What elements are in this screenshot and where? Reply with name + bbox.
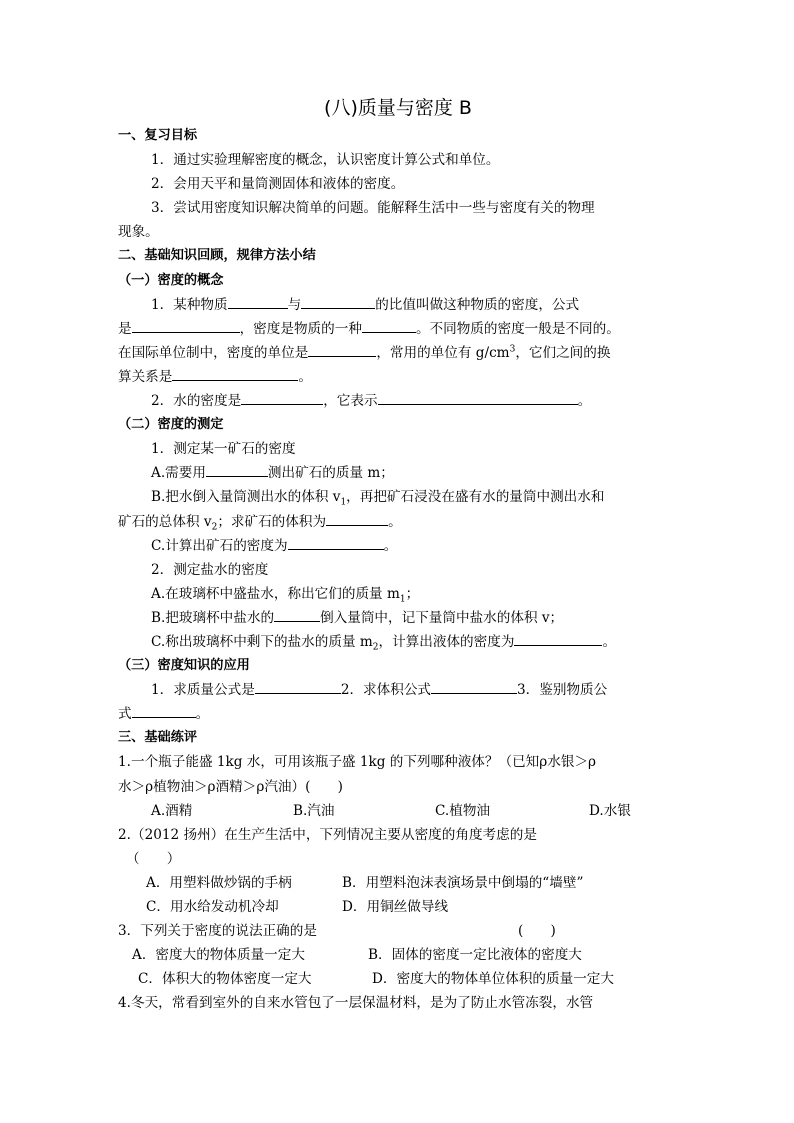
option-b[interactable]: B.汽油 [293,802,335,819]
blank-field[interactable] [308,341,376,357]
page-title: (八)质量与密度 B [324,97,472,119]
question-1-options [118,799,678,823]
answer-paren: ( ) [518,923,556,940]
subsection-2-heading: （二）密度的测定 [118,417,224,433]
measure-ore-step-b: B.把水倒入量筒测出水的体积 $v_1$，再把矿石浸没在盛有水的量筒中测出水和 [151,489,605,509]
subsection-3-heading: （三）密度知识的应用 [118,658,250,674]
blank-field[interactable] [378,389,578,405]
option-d[interactable]: D.水银 [589,802,631,819]
blank-field[interactable] [288,534,384,550]
blank-field[interactable] [241,389,323,405]
section-2-heading: 二、基础知识回顾，规律方法小结 [118,248,316,264]
measure-brine-title: 2．测定盐水的密度 [151,561,269,578]
blank-field[interactable] [255,678,341,694]
option-a[interactable]: A．用塑料做炒锅的手柄 [146,874,292,891]
question-4-line-1: 4.冬天，常看到室外的自来水管包了一层保温材料，是为了防止水管冻裂，水管 [118,995,594,1012]
blank-field[interactable] [431,678,517,694]
goal-2: 2．会用天平和量筒测固体和液体的密度。 [151,176,405,193]
question-3-options-row-2 [118,967,678,991]
option-b[interactable]: B．用塑料泡沫表演场景中倒塌的“墙壁” [342,874,584,891]
option-d[interactable]: D．用铜丝做导线 [342,899,449,915]
blank-field[interactable] [274,606,320,622]
measure-brine-step-b: B.把玻璃杯中盐水的 倒入量筒中，记下量筒中盐水的体积 v； [118,606,678,630]
application-formulas-cont: 式 。 [118,702,678,726]
water-density-line: 2．水的密度是 ，它表示 。 [118,389,678,413]
blank-field[interactable] [172,365,298,381]
blank-field[interactable] [228,293,288,309]
blank-field[interactable] [132,702,196,718]
blank-field[interactable] [514,630,602,646]
section-3-heading: 三、基础练评 [118,730,198,746]
question-2-options-row-2 [118,895,678,919]
subsection-1-heading: （一）密度的概念 [118,272,224,288]
measure-ore-step-b-cont: 矿石的总体积 $v_2$；求矿石的体积为 。 [118,510,678,534]
blank-field[interactable] [206,461,268,477]
measure-ore-title: 1．测定某一矿石的密度 [151,441,296,458]
option-d[interactable]: D．密度大的物体单位体积的质量一定大 [372,971,614,988]
blank-field[interactable] [362,317,416,333]
option-a[interactable]: A.酒精 [151,802,193,819]
density-unit-line: 在国际单位制中，密度的单位是 ，常用的单位有 $g/cm^3$，它们之间的换 [118,341,678,365]
goal-3: 3．尝试用密度知识解决简单的问题。能解释生活中一些与密度有关的物理 [151,200,595,217]
option-a[interactable]: A．密度大的物体质量一定大 [132,947,305,964]
goal-1: 1．通过实验理解密度的概念，认识密度计算公式和单位。 [151,152,500,169]
blank-field[interactable] [326,510,388,526]
blank-field[interactable] [132,317,240,333]
option-c[interactable]: C．体积大的物体密度一定大 [138,971,312,988]
question-3-options-row-1 [118,943,678,967]
option-c[interactable]: C.植物油 [435,802,491,819]
question-3-line-1: 3．下列关于密度的说法正确的是 ( ) [118,919,678,943]
option-b[interactable]: B．固体的密度一定比液体的密度大 [368,947,582,964]
measure-ore-step-c: C.计算出矿石的密度为 。 [118,534,678,558]
question-2-options-row-1 [118,871,678,895]
density-formula-line: 是 ，密度是物质的一种 。不同物质的密度一般是不同的。 [118,317,678,341]
measure-ore-step-a: A.需要用 测出矿石的质量 m； [118,461,678,485]
question-1-line-1: 1.一个瓶子能盛 1kg 水，可用该瓶子盛 1kg 的下列哪种液体？（已知ρ水银＞ρ [118,754,597,771]
blank-field[interactable] [301,293,375,309]
measure-brine-step-c: C.称出玻璃杯中剩下的盐水的质量 $m_2$，计算出液体的密度为 。 [118,630,678,654]
section-1-heading: 一、复习目标 [118,128,198,143]
question-2-line-2: （ ） [126,850,181,867]
application-formulas-line: 1．求质量公式是 2．求体积公式 3．鉴别物质公 [118,678,678,702]
document-page [118,96,678,1015]
density-conversion-line: 算关系是 。 [118,365,678,389]
question-2-line-1: 2.（2012 扬州）在生产生活中，下列情况主要从密度的角度考虑的是 [118,826,537,843]
density-definition-line: 1．某种物质 与 的比值叫做这种物质的密度，公式 [118,293,678,317]
option-c[interactable]: C．用水给发动机冷却 [146,899,279,915]
measure-brine-step-a: A.在玻璃杯中盛盐水，称出它们的质量 $m_1$； [151,585,420,605]
goal-3-cont: 现象。 [118,224,159,241]
question-1-line-2: 水＞ρ植物油＞ρ酒精＞ρ汽油）( ) [118,778,343,795]
